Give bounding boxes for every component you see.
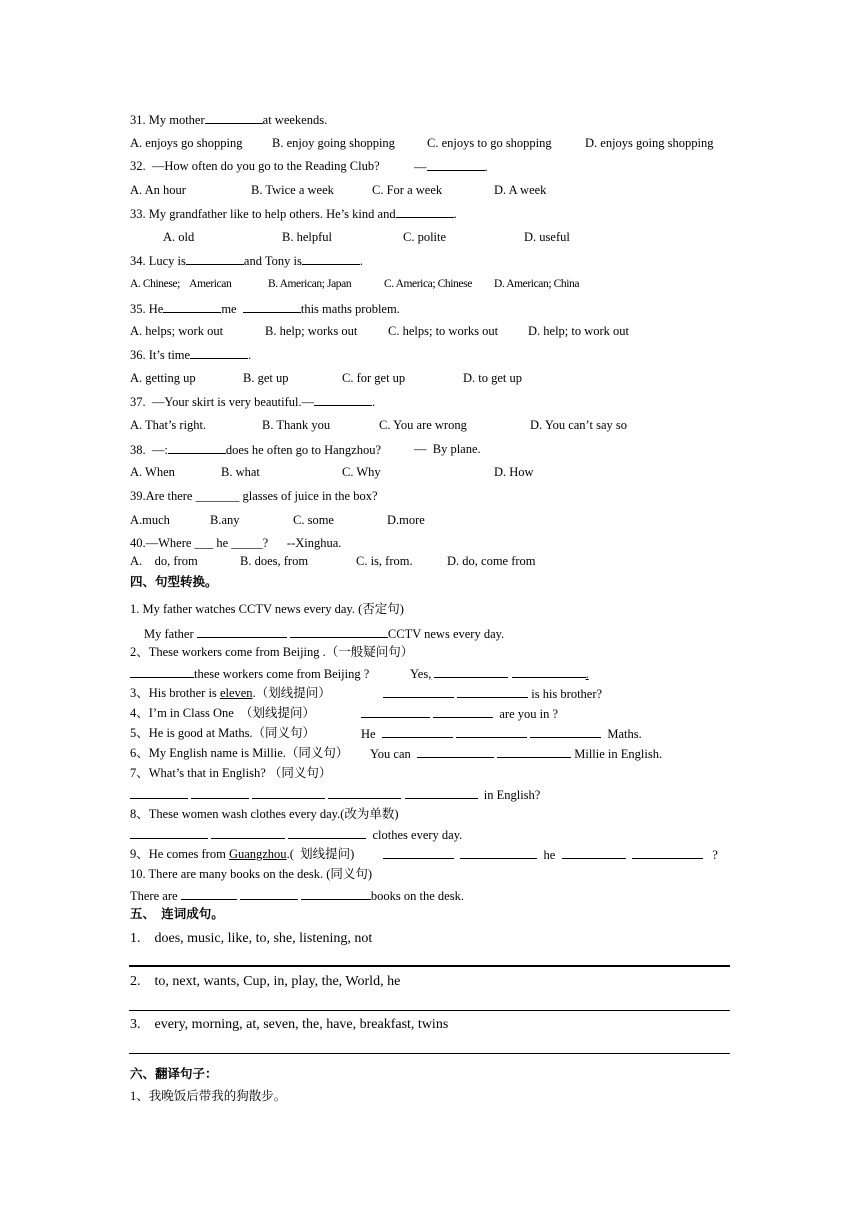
translate-1: 1、我晚饭后带我的狗散步。	[130, 1089, 287, 1103]
option-35-a: A. helps; work out	[130, 324, 224, 338]
option-40-d: D. do, come from	[447, 554, 536, 568]
transform-8-answer: clothes every day.	[130, 827, 462, 842]
question-36: 36. It’s time .	[130, 348, 252, 362]
answer-blank[interactable]	[361, 706, 430, 718]
option-38-a: A. When	[130, 465, 175, 479]
transform-10: 10. There are many books on the desk. (同义句)	[130, 867, 373, 881]
answer-blank[interactable]	[197, 626, 287, 638]
answer-blank[interactable]	[530, 726, 601, 738]
transform-9-answer: he ?	[383, 847, 718, 862]
transform-4-answer: are you in ?	[361, 706, 558, 721]
answer-blank[interactable]	[433, 706, 493, 718]
question-35: 35. He me this maths problem.	[130, 302, 400, 316]
answer-blank[interactable]	[434, 666, 508, 678]
answer-blank[interactable]	[240, 888, 298, 900]
answer-blank[interactable]	[301, 888, 371, 900]
answer-blank[interactable]	[383, 686, 454, 698]
option-37-a: A. That’s right.	[130, 418, 207, 432]
transform-5-answer: He Maths.	[361, 727, 642, 741]
option-37-c: C. You are wrong	[379, 418, 467, 432]
answer-blank[interactable]	[405, 787, 478, 799]
answer-blank[interactable]	[190, 347, 248, 359]
answer-blank[interactable]	[314, 394, 372, 406]
option-36-c: C. for get up	[342, 371, 406, 385]
answer-blank[interactable]	[302, 253, 360, 265]
answer-line-3[interactable]	[129, 1053, 730, 1054]
option-40-b: B. does, from	[240, 554, 309, 568]
answer-blank[interactable]	[243, 301, 301, 313]
answer-blank[interactable]	[497, 746, 571, 758]
answer-blank[interactable]	[205, 112, 263, 124]
transform-5: 5、He is good at Maths.（同义句）	[130, 726, 316, 740]
transform-8: 8、These women wash clothes every day.(改为单数)	[130, 807, 399, 821]
option-32-d: D. A week	[494, 183, 547, 197]
transform-10-answer: There are books on the desk.	[130, 889, 464, 903]
option-33-c: C. polite	[403, 230, 447, 244]
option-40-a: A. do, from	[130, 554, 198, 568]
option-34-d: D. American; China	[494, 278, 580, 290]
section-5-title: 五、 连词成句。	[130, 907, 224, 921]
transform-7-answer: in English?	[130, 787, 540, 802]
transform-4: 4、I’m in Class One （划线提问）	[130, 706, 316, 720]
option-38-c: C. Why	[342, 465, 381, 479]
transform-2: 2、These workers come from Beijing .（一般疑问句）	[130, 645, 414, 659]
answer-blank[interactable]	[130, 666, 194, 678]
answer-blank[interactable]	[130, 827, 208, 839]
option-34-a: A. Chinese; American	[130, 278, 232, 290]
transform-3: 3、His brother is eleven.（划线提问）	[130, 686, 331, 700]
question-40: 40.—Where ___ he _____? --Xinghua.	[130, 536, 342, 550]
answer-blank[interactable]	[632, 847, 703, 859]
option-33-d: D. useful	[524, 230, 570, 244]
question-34: 34. Lucy is and Tony is .	[130, 254, 363, 268]
answer-blank[interactable]	[290, 626, 388, 638]
transform-3-answer: is his brother?	[383, 686, 602, 701]
answer-blank[interactable]	[457, 686, 528, 698]
options-31: A. enjoys go shopping	[130, 136, 243, 150]
answer-blank[interactable]	[211, 827, 285, 839]
option-39-b: B.any	[210, 513, 240, 527]
question-38: 38. —: does he often go to Hangzhou?	[130, 443, 382, 457]
question-39: 39.Are there _______ glasses of juice in the box?	[130, 489, 378, 503]
section-4-title: 四、句型转换。	[130, 575, 218, 589]
option-36-a: A. getting up	[130, 371, 196, 385]
option-32-c: C. For a week	[372, 183, 443, 197]
option-37-b: B. Thank you	[262, 418, 331, 432]
sentence-3: 3. every, morning, at, seven, the, have, breakfast, twins	[130, 1017, 449, 1032]
answer-blank[interactable]	[383, 847, 454, 859]
option-39-d: D.more	[387, 513, 425, 527]
transform-2-answer: these workers come from Beijing ?	[130, 666, 369, 681]
option-34-c: C. America; Chinese	[384, 278, 472, 290]
transform-7: 7、What’s that in English? （同义句）	[130, 766, 332, 780]
answer-blank[interactable]	[181, 888, 237, 900]
option-33-b: B. helpful	[282, 230, 332, 244]
question-32: 32. —How often do you go to the Reading Club?	[130, 159, 380, 173]
question-31: 31. My mother at weekends.	[130, 113, 328, 127]
answer-line-1[interactable]	[129, 965, 730, 967]
answer-blank[interactable]	[417, 746, 494, 758]
transform-1-answer: My father CCTV news every day.	[144, 627, 505, 641]
answer-blank[interactable]	[186, 253, 244, 265]
answer-blank[interactable]	[163, 301, 221, 313]
answer-blank[interactable]	[191, 787, 249, 799]
option-35-b: B. help; works out	[265, 324, 358, 338]
question-32-answer: — .	[414, 160, 488, 174]
answer-blank[interactable]	[562, 847, 626, 859]
option-32-a: A. An hour	[130, 183, 186, 197]
option-31-b: B. enjoy going shopping	[272, 136, 395, 150]
answer-blank[interactable]	[288, 827, 366, 839]
section-6-title: 六、翻译句子：	[130, 1067, 218, 1081]
option-37-d: D. You can’t say so	[530, 418, 627, 432]
transform-6-answer: You can Millie in English.	[370, 747, 663, 761]
option-31-d: D. enjoys going shopping	[585, 136, 714, 150]
option-38-d: D. How	[494, 465, 534, 479]
option-39-a: A.much	[130, 513, 170, 527]
transform-9: 9、He comes from Guangzhou.( 划线提问)	[130, 847, 355, 861]
option-32-b: B. Twice a week	[251, 183, 334, 197]
option-33-a: A. old	[163, 230, 195, 244]
option-36-d: D. to get up	[463, 371, 523, 385]
answer-blank[interactable]	[456, 726, 527, 738]
question-33: 33. My grandfather like to help others. He’s kind and .	[130, 207, 457, 221]
answer-blank[interactable]	[252, 787, 325, 799]
sentence-1: 1. does, music, like, to, she, listening, not	[130, 931, 373, 946]
sentence-2: 2. to, next, wants, Cup, in, play, the, World, he	[130, 974, 401, 989]
transform-1: 1. My father watches CCTV news every day. (否定句)	[130, 602, 404, 616]
answer-line-2[interactable]	[129, 1010, 730, 1011]
answer-blank[interactable]	[427, 159, 485, 171]
answer-blank[interactable]	[328, 787, 401, 799]
answer-blank[interactable]	[382, 726, 453, 738]
option-39-c: C. some	[293, 513, 334, 527]
option-36-b: B. get up	[243, 371, 289, 385]
option-40-c: C. is, from.	[356, 554, 413, 568]
option-35-d: D. help; to work out	[528, 324, 630, 338]
answer-blank[interactable]	[460, 847, 537, 859]
option-38-b: B. what	[221, 465, 260, 479]
question-38-answer: — By plane.	[414, 442, 481, 456]
option-35-c: C. helps; to works out	[388, 324, 499, 338]
answer-blank[interactable]	[130, 787, 188, 799]
option-31-c: C. enjoys to go shopping	[427, 136, 552, 150]
option-34-b: B. American; Japan	[268, 278, 352, 290]
answer-blank[interactable]	[512, 666, 586, 678]
transform-6: 6、My English name is Millie.（同义句）	[130, 746, 349, 760]
question-37: 37. —Your skirt is very beautiful.— .	[130, 395, 376, 409]
answer-blank[interactable]	[396, 206, 454, 218]
answer-blank[interactable]	[168, 442, 226, 454]
transform-2-answer-yes: Yes, .	[410, 667, 589, 681]
